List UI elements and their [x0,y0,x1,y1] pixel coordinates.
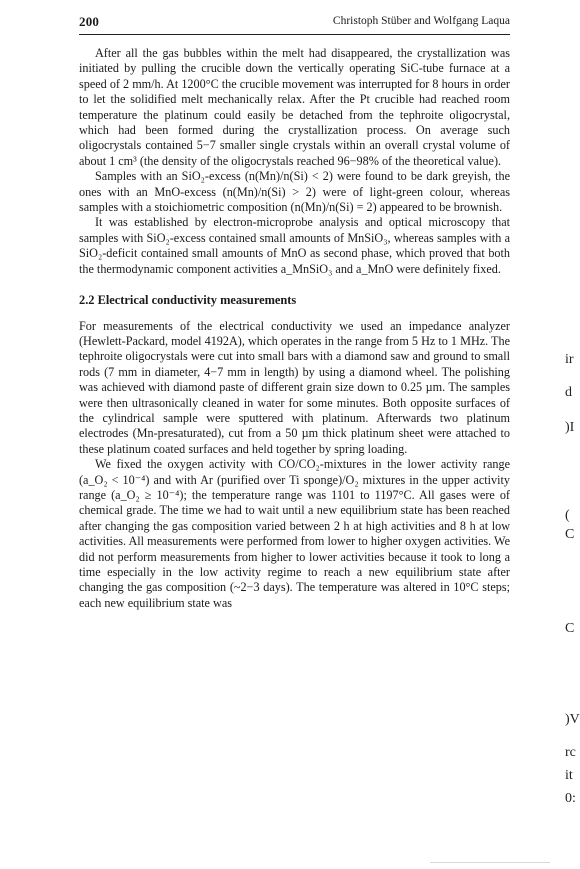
adjacent-page-fragment [561,0,580,869]
paragraph-microprobe: It was established by electron-microprobe analysis and optical microscopy that samples with SiO₂-excess contained small amounts of MnSiO₃, whereas samples with a SiO₂-deficit contained small amounts of MnO as second phase, which proved that both the thermodynamic component activities a_MnSiO₃ and a_MnO were definitely fixed. [79,215,510,276]
gutter-fragment: d [565,385,572,400]
running-head: Christoph Stüber and Wolfgang Laqua [332,15,510,27]
gutter-fragment: 0: [565,791,576,806]
gutter-fragment: ( [565,508,570,523]
paragraph-crystallization: After all the gas bubbles within the melt had disappeared, the crystallization was initiated by pulling the crucible down the vertically operating SiC-tube furnace at a speed of 2 mm/h. At 1200°C the crucible movement was interrupted for 8 hours in order to let the solidified melt mechanically relax. After the Pt crucible had reached room temperature the platinum could easily be detached from the tephroite oligocrystal, which had been formed during the crystallization process. On average such oligocrystals contained 5−7 smaller single crystals within an overall crystal volume of about 1 cm³ (the density of the oligocrystals reached 96−98% of the theoretical value). [79,46,510,168]
page-header [79,12,510,35]
gutter-fragment: C [565,527,575,542]
scan-edge-line [430,862,550,863]
paragraph-oxygen-activity: We fixed the oxygen activity with CO/CO₂-mixtures in the lower activity range (a_O₂ < 10⁻⁴) and with Ar (purified over Ti sponge)/O₂ mixtures in the upper activity range (a_O₂ ≥ 10⁻⁴); the temperature range was 1101 to 1197°C. All gases were of chemical grade. The time we had to wait until a new equilibrium state has been reached after changing the gas composition varied between 2 h at high activities and 8 h at low activities. All measurements were performed from lower to higher oxygen activities. We did not perform measurements from higher to lower activities because it took to long a time especially in the low activity regime to reach a new equilibrium state after changing the gas composition (~2−3 days). The temperature was altered in 10°C steps; each new equilibrium state was [79,457,510,610]
gutter-fragment: C [565,621,575,636]
article-body [79,46,510,611]
section-heading: 2.2 Electrical conductivity measurements [79,293,297,308]
gutter-fragment: )I [565,420,575,435]
paragraph-impedance-setup: For measurements of the electrical conductivity we used an impedance analyzer (Hewlett-Packard, model 4192A), which operates in the range from 5 Hz to 1 MHz. The tephroite oligocrystals were cut into small bars with a diamond saw and ground to small rods (7 mm in diameter, 4−7 mm in length) by using a diamond wheel. The polishing was achieved with diamond paste of different grain size down to 0.25 µm. The samples were then ultrasonically cleaned in water for some minutes. Both opposite surfaces of the cylindrical sample were sputtered with platinum. Afterwards two platinum electrodes (Mn-presaturated), cut from a 50 µm thick platinum sheet were attached to these platinum coated surfaces and held together by spring loading. [79,318,510,456]
page-number: 200 [79,14,100,29]
gutter-fragment: it [565,768,573,783]
paragraph-sample-colour: Samples with an SiO₂-excess (n(Mn)/n(Si) < 2) were found to be dark greyish, the ones with an MnO-excess (n(Mn)/n(Si) > 2) were of light-green colour, whereas samples with a stoichiometric composition (n(Mn)/n(Si) = 2) appeared to be brownish. [79,169,510,215]
gutter-fragment: ir [565,352,574,367]
gutter-fragment: )V [565,712,580,727]
gutter-fragment: rc [565,745,576,760]
